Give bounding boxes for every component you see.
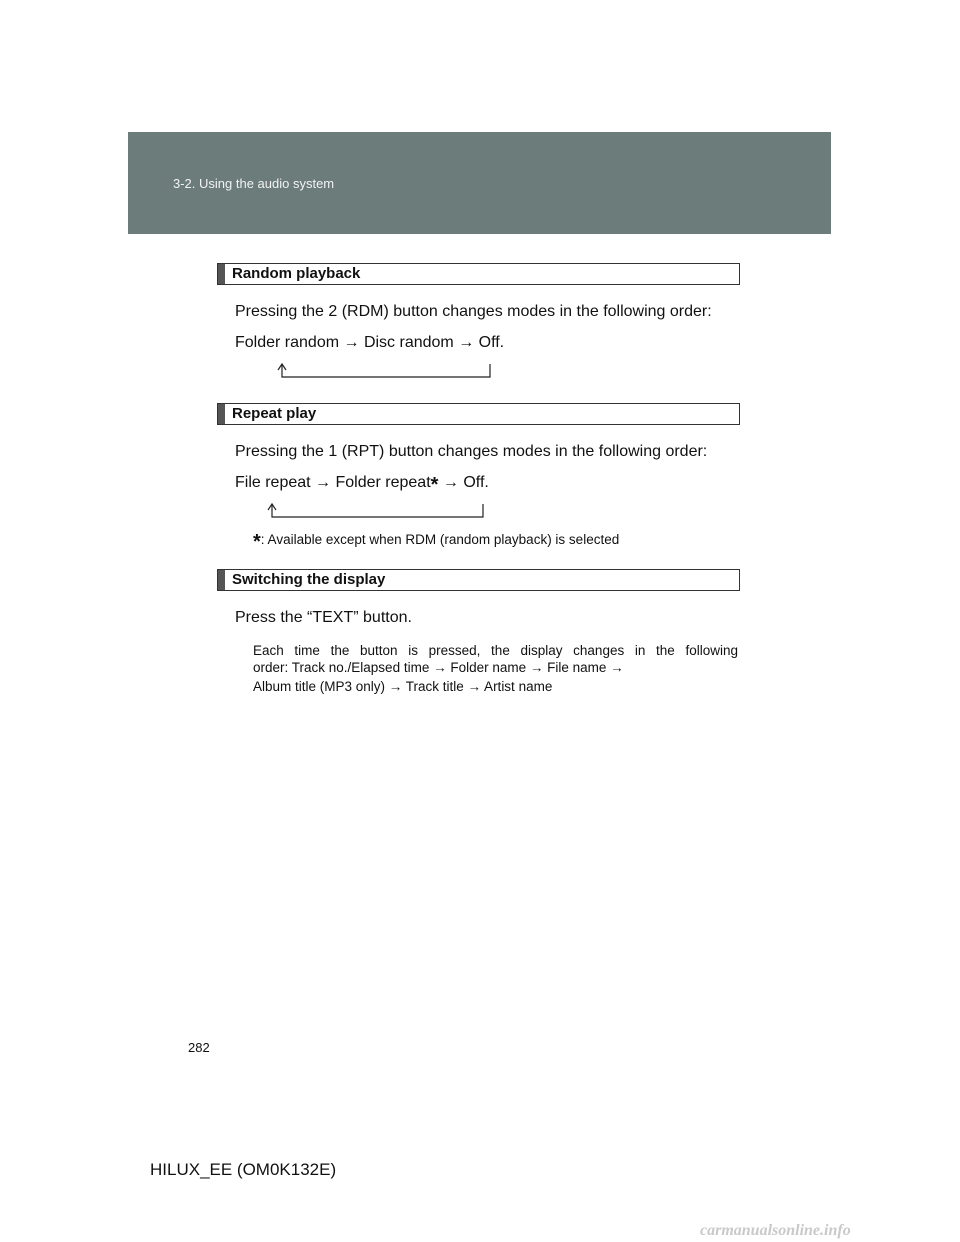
page-number: 282 [188, 1040, 210, 1055]
random-playback-title: Random playback [232, 265, 361, 282]
display-note-line-3: Album title (MP3 only) → Track title → Artist name [253, 679, 553, 694]
repeat-play-title: Repeat play [232, 405, 317, 422]
random-sequence: Folder random → Disc random → Off. [235, 334, 505, 351]
chapter-header [128, 132, 831, 234]
repeat-sequence-start: File repeat → Folder repeat [235, 474, 431, 491]
repeat-loop-arrow [262, 500, 490, 522]
section-title: 3-2. Using the audio system [173, 176, 335, 191]
repeat-sequence-end: → Off. [438, 474, 489, 491]
repeat-sequence [235, 474, 489, 496]
display-note-line-2: order: Track no./Elapsed time → Folder name → File name → [253, 660, 624, 675]
display-note-line-1: Each time the button is pressed, the display changes in the following [253, 643, 738, 658]
repeat-instruction: Pressing the 1 (RPT) button changes modes in the following order: [235, 443, 708, 460]
footnote-text: : Available except when RDM (random playback) is selected [260, 532, 620, 547]
model-code: HILUX_EE (OM0K132E) [150, 1160, 337, 1179]
random-loop-arrow [272, 360, 496, 382]
repeat-footnote [253, 531, 620, 553]
switching-display-title: Switching the display [232, 571, 386, 588]
heading-bar [218, 264, 225, 284]
heading-bar [218, 570, 225, 590]
watermark: carmanualsonline.info [700, 1222, 851, 1239]
random-playback-heading [217, 263, 740, 285]
random-instruction: Pressing the 2 (RDM) button changes modes in the following order: [235, 303, 712, 320]
display-instruction: Press the “TEXT” button. [235, 609, 412, 626]
footnote-star: * [253, 531, 261, 553]
footnote-star: * [430, 474, 439, 496]
heading-bar [218, 404, 225, 424]
switching-display-heading [217, 569, 740, 591]
repeat-play-heading [217, 403, 740, 425]
